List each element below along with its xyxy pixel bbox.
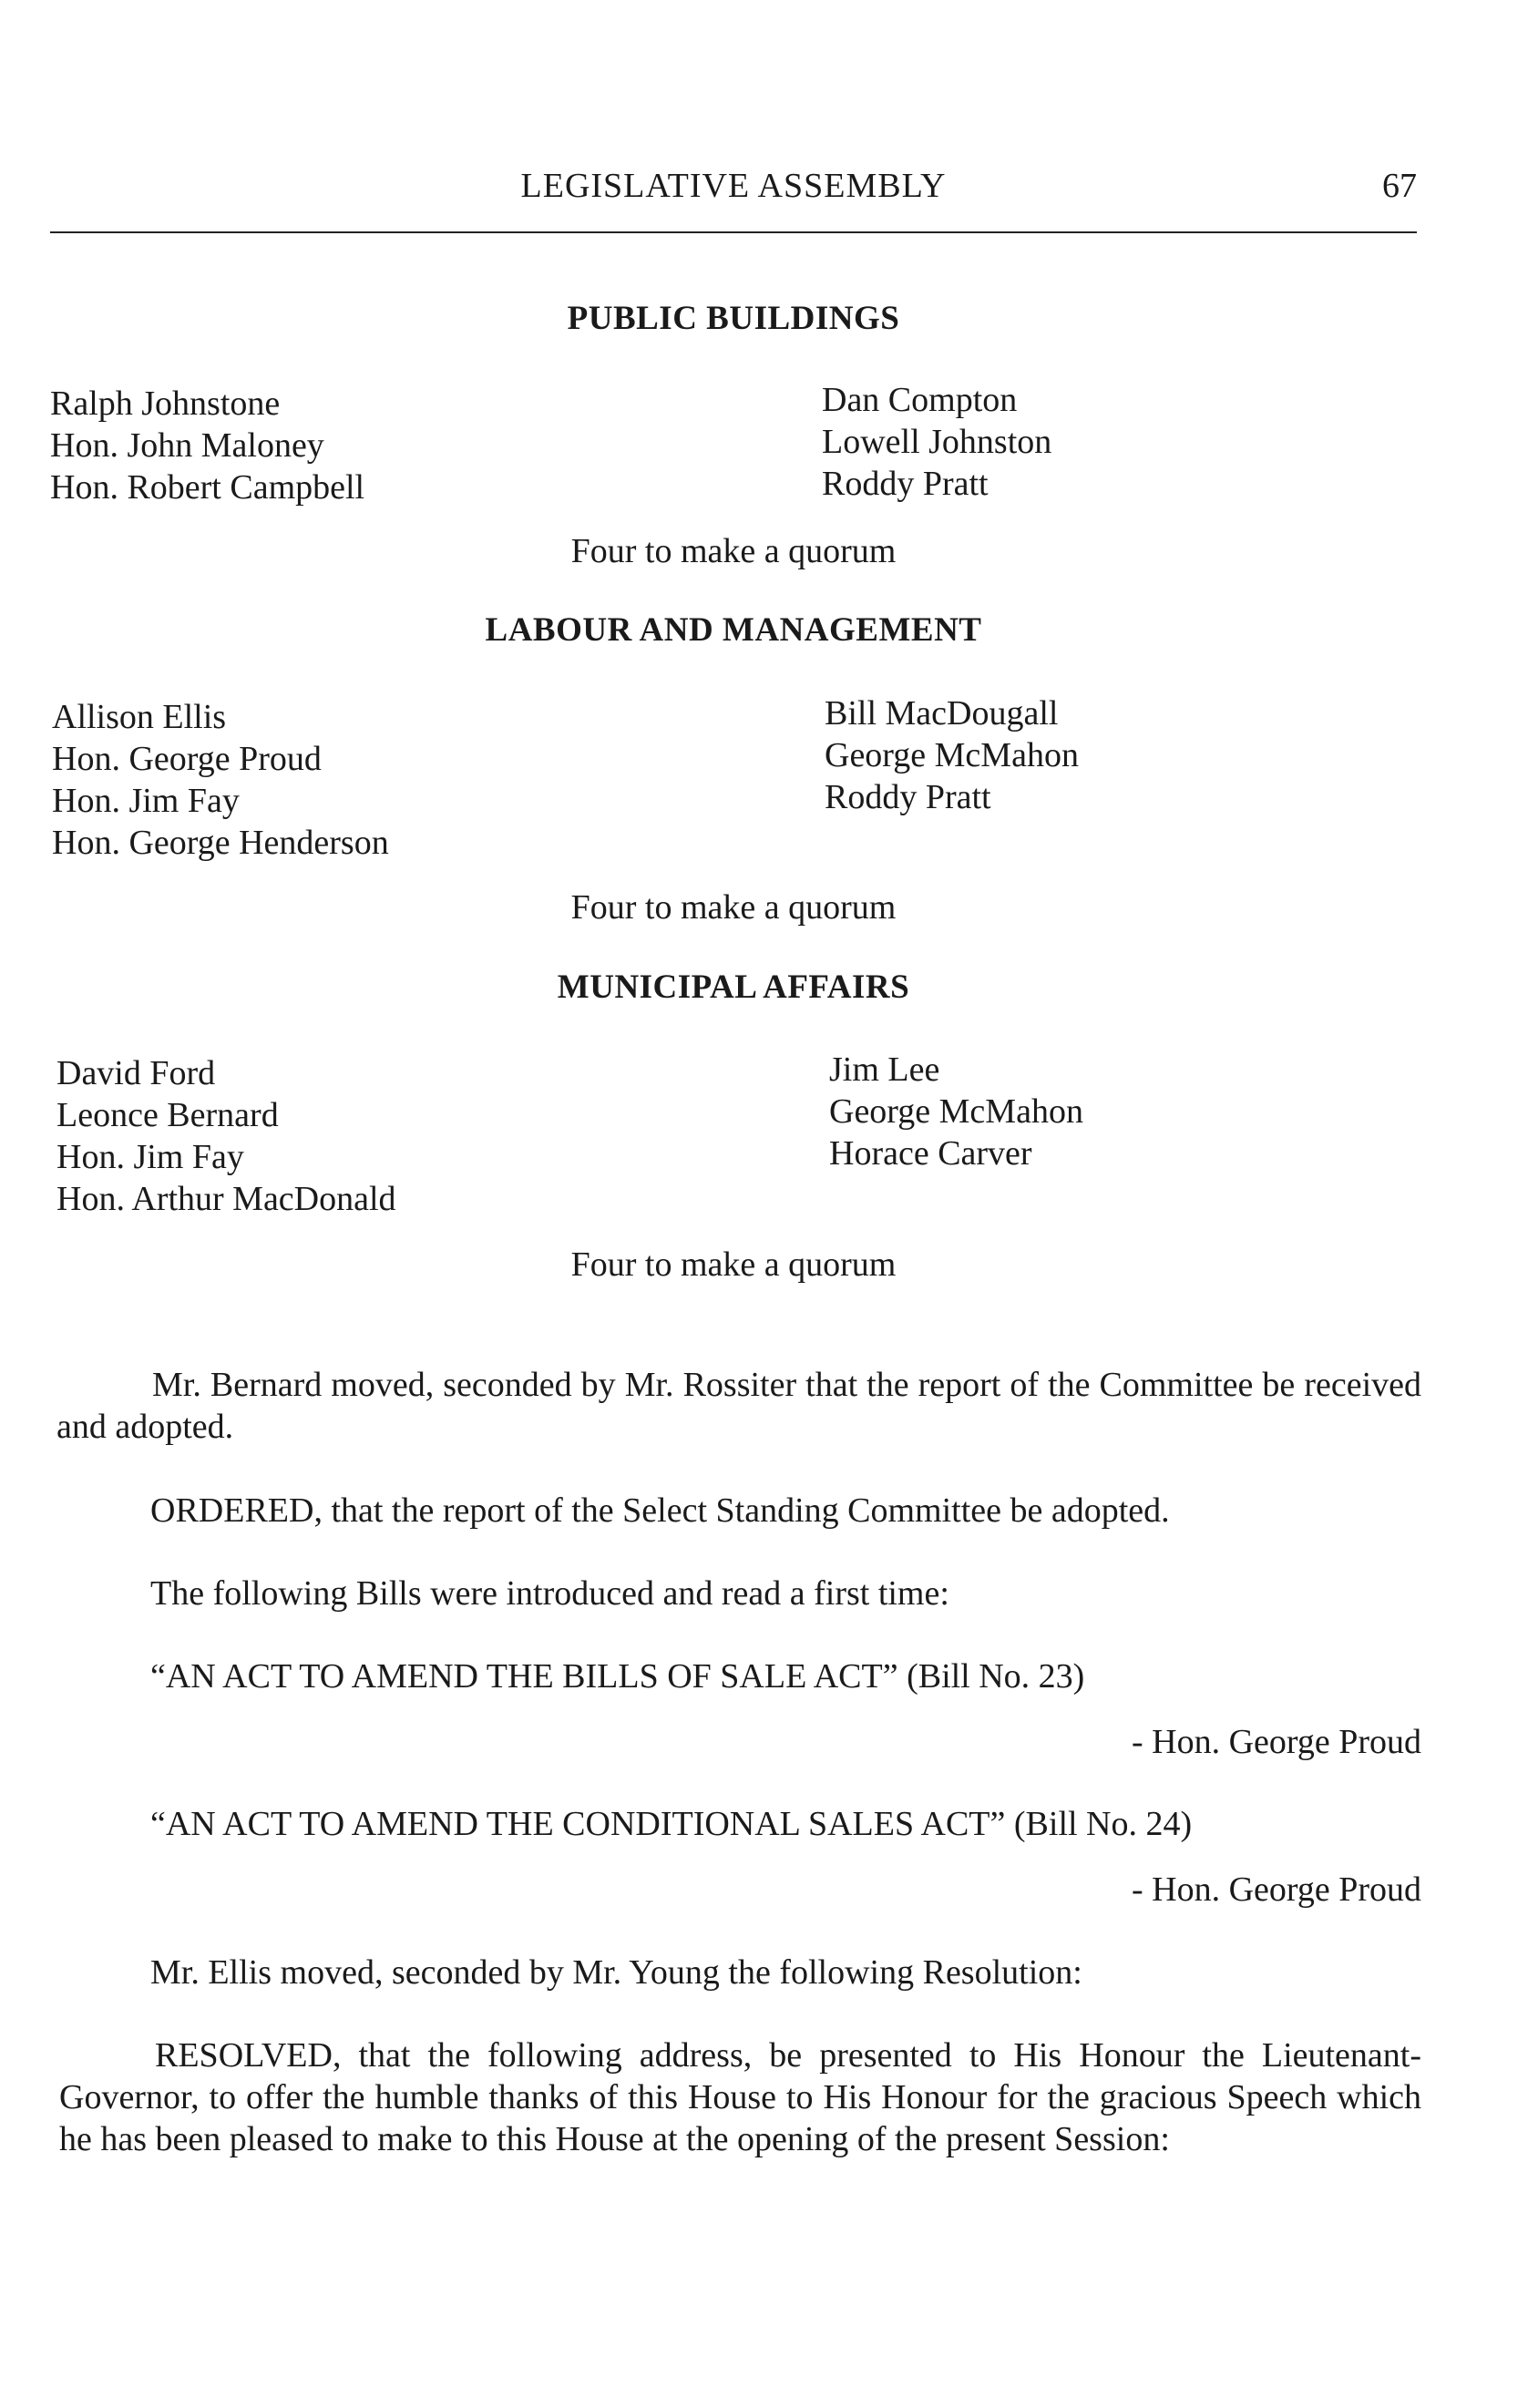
member-name: Horace Carver — [829, 1134, 1032, 1173]
member-name: Roddy Pratt — [825, 778, 991, 816]
bill-sponsor: - Hon. George Proud — [1131, 1870, 1421, 1909]
member-name: David Ford — [56, 1054, 216, 1092]
member-name: George McMahon — [825, 736, 1079, 774]
committee-left-members — [56, 1052, 396, 1220]
member-name: Hon. George Henderson — [52, 824, 389, 862]
committee-right-members — [822, 379, 1051, 505]
member-name: Leonce Bernard — [56, 1096, 279, 1134]
running-title: LEGISLATIVE ASSEMBLY — [520, 167, 947, 205]
committee-left-members — [52, 696, 389, 864]
member-name: Hon. George Proud — [52, 740, 322, 778]
member-name: Hon. Arthur MacDonald — [56, 1180, 396, 1218]
member-name: Lowell Johnston — [822, 423, 1052, 461]
member-name: Bill MacDougall — [825, 694, 1059, 733]
member-name: Hon. John Maloney — [50, 426, 324, 465]
member-name: Hon. Jim Fay — [52, 782, 240, 820]
committee-right-members — [825, 692, 1079, 818]
committee-left-members — [50, 383, 364, 508]
member-name: Roddy Pratt — [822, 465, 989, 503]
member-name: Hon. Jim Fay — [56, 1138, 244, 1176]
resolution-motion: Mr. Ellis moved, seconded by Mr. Young the following Resolution: — [150, 1953, 1082, 1992]
committee-title-public-buildings: PUBLIC BUILDINGS — [567, 300, 900, 337]
member-name: Ralph Johnstone — [50, 384, 281, 423]
member-name: George McMahon — [829, 1092, 1083, 1131]
committee-title-labour-and-management: LABOUR AND MANAGEMENT — [485, 611, 982, 649]
bills-intro: The following Bills were introduced and read a first time: — [150, 1574, 949, 1613]
header-rule — [50, 231, 1417, 233]
member-name: Dan Compton — [822, 381, 1018, 419]
quorum-note: Four to make a quorum — [570, 532, 897, 570]
bill-sponsor: - Hon. George Proud — [1131, 1723, 1421, 1761]
committee-right-members — [829, 1049, 1083, 1174]
bill-title: “AN ACT TO AMEND THE BILLS OF SALE ACT” (Bill No. 23) — [150, 1657, 1085, 1696]
member-name: Hon. Robert Campbell — [50, 468, 365, 507]
quorum-note: Four to make a quorum — [570, 1245, 897, 1284]
running-head — [50, 166, 1417, 211]
page-number: 67 — [1382, 167, 1417, 205]
ordered-paragraph: ORDERED, that the report of the Select Standing Committee be adopted. — [150, 1491, 1170, 1530]
resolved-paragraph: RESOLVED, that the following address, be presented to His Honour the Lieutenant-Governor, to offer the humble thanks of this House to His Honour for the gracious Speech which he has been pleased to make to this House at the opening of the present Session: — [59, 2036, 1421, 2158]
member-name: Jim Lee — [829, 1050, 940, 1089]
quorum-note: Four to make a quorum — [570, 888, 897, 927]
motion-paragraph: Mr. Bernard moved, seconded by Mr. Rossiter that the report of the Committee be received and adopted. — [56, 1366, 1421, 1446]
bill-title: “AN ACT TO AMEND THE CONDITIONAL SALES ACT” (Bill No. 24) — [150, 1805, 1193, 1843]
committee-title-municipal-affairs: MUNICIPAL AFFAIRS — [557, 968, 910, 1006]
member-name: Allison Ellis — [52, 698, 227, 736]
